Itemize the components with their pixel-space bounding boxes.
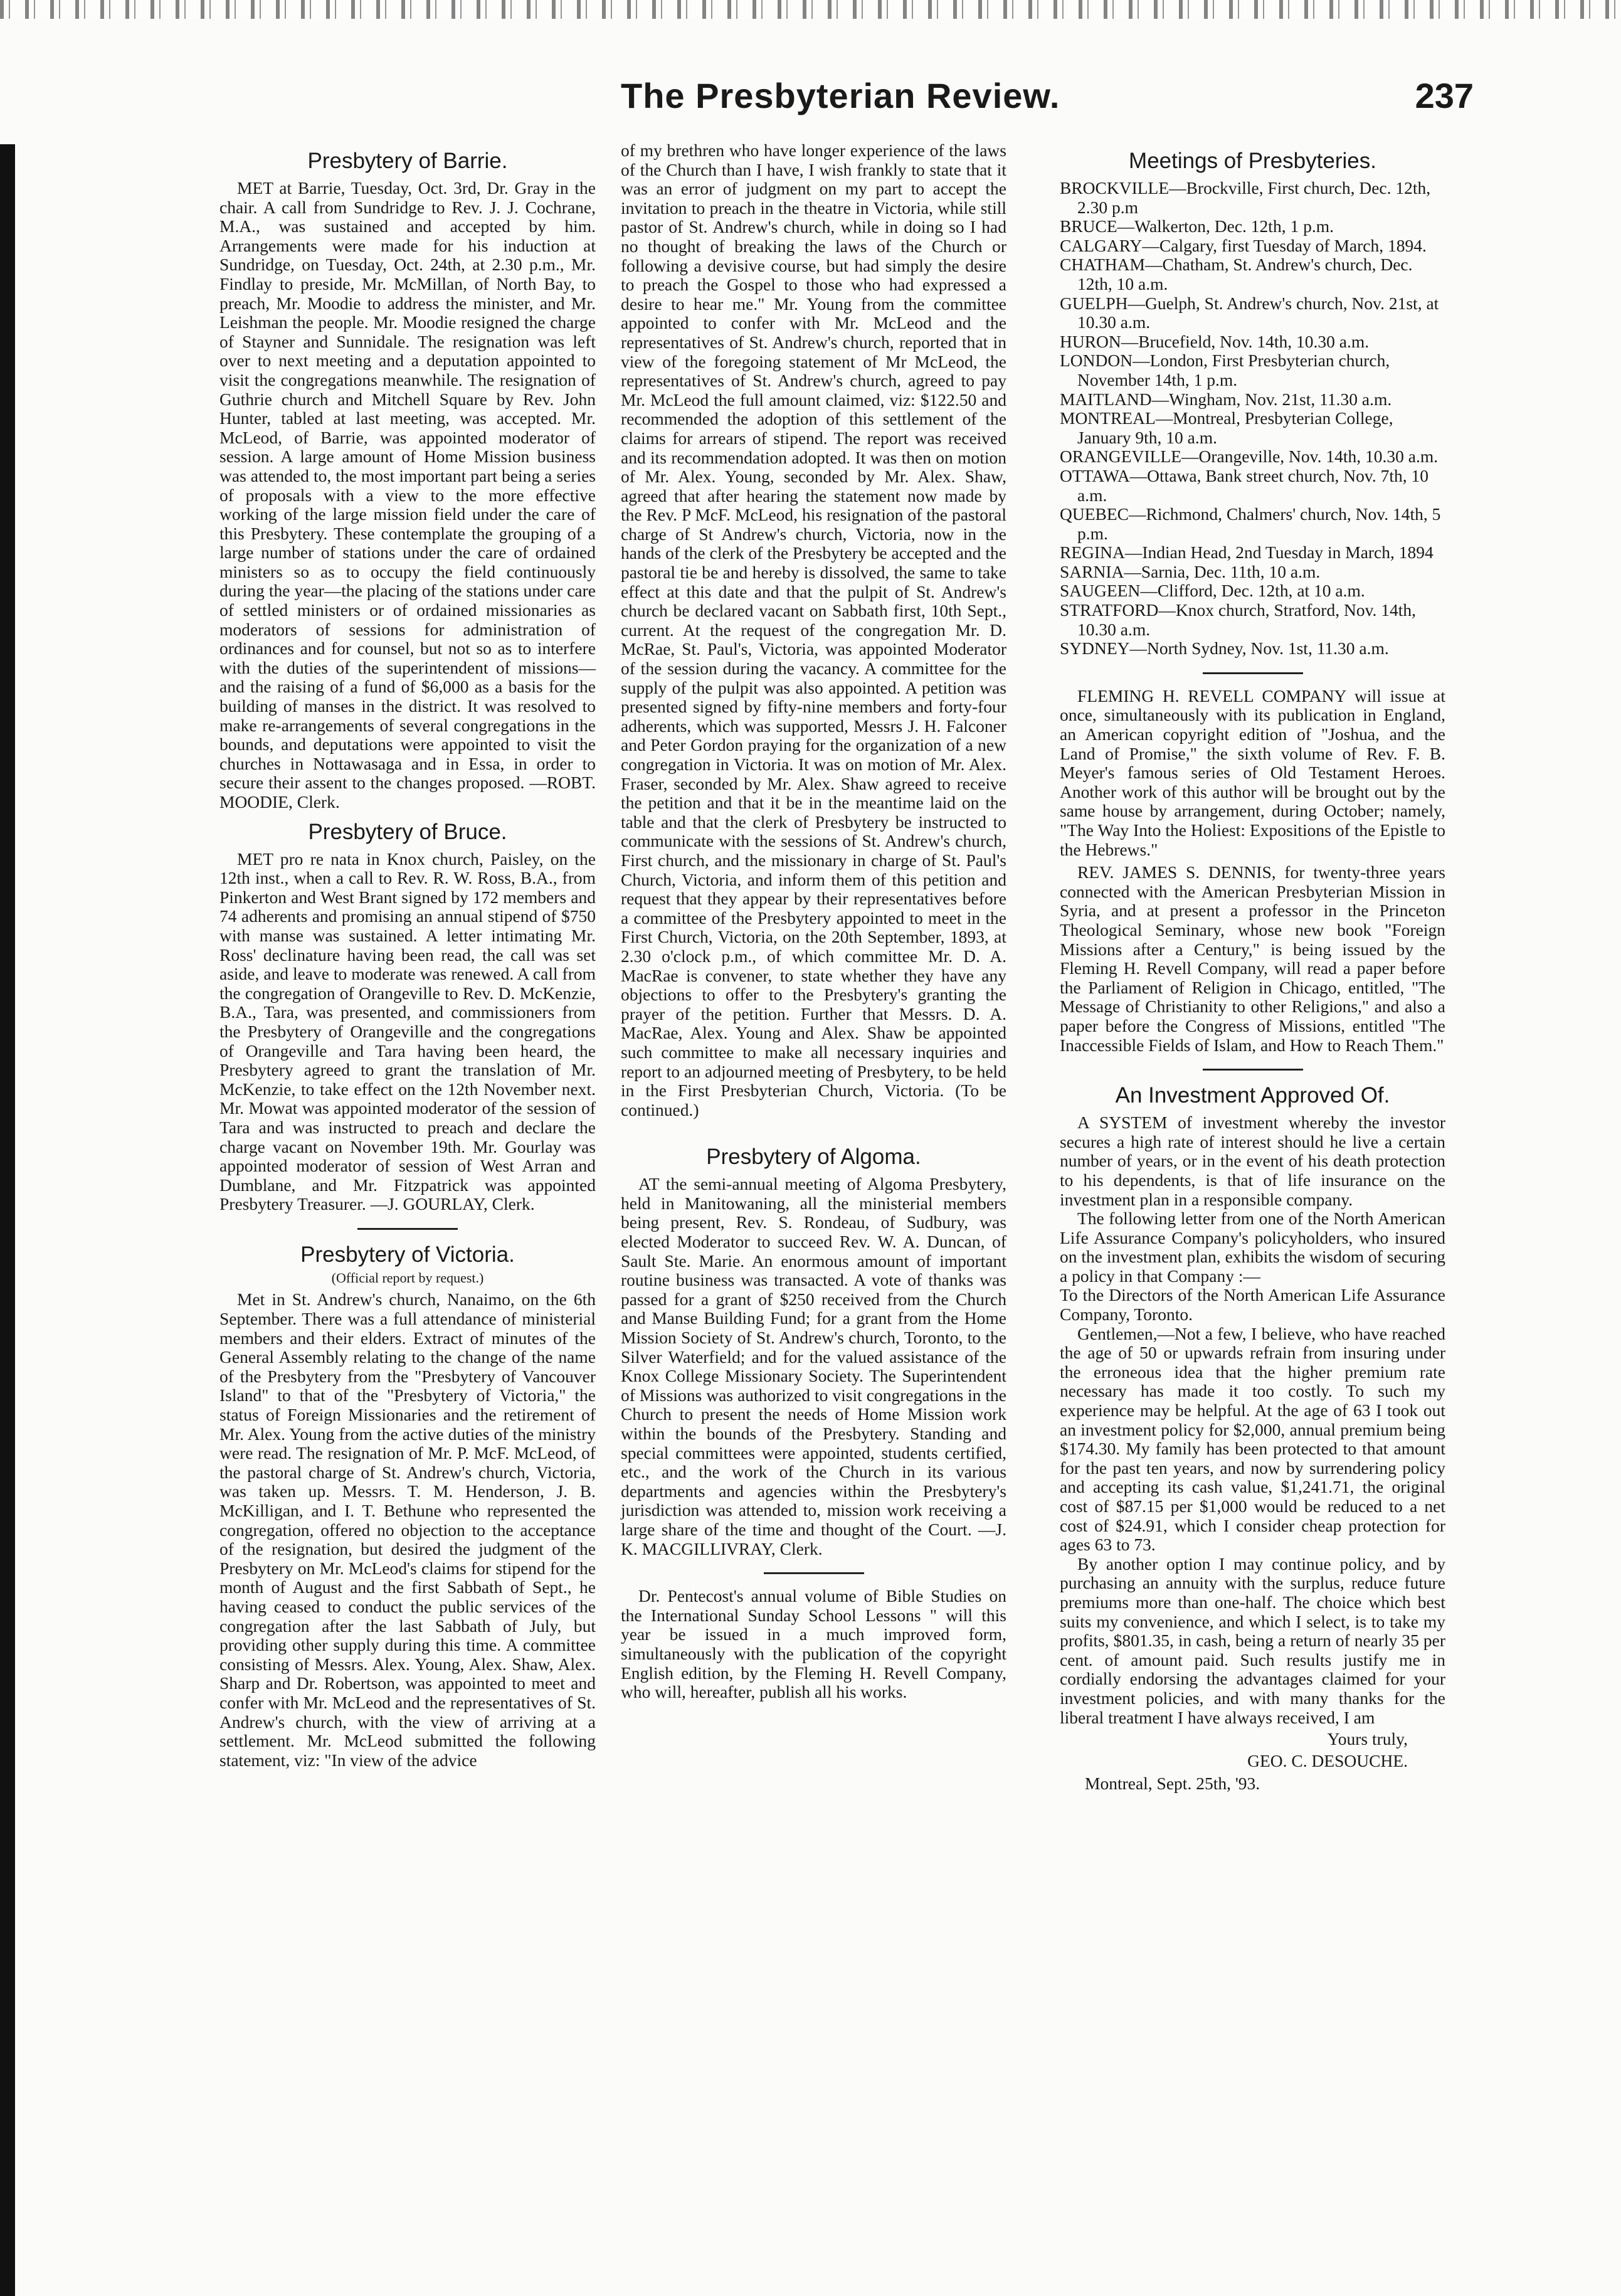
meeting-entry: MONTREAL—Montreal, Presbyterian College, January 9th, 10 a.m. [1060, 408, 1393, 447]
article-victoria-continued: of my brethren who have longer experience of the laws of the Church than I have, I wish frankly to state that it was an error of judgment on my part to accept the invitation to preach in the theatre in Victoria, while still pastor of St. Andrew's church, while in doing so I had no thought of breaking the laws of the Church or following a devisive course, but had simply the desire to preach the Gospel to those who had expressed a desire to hear me." Mr. Young from the committee appointed to confer with Mr. McLeod and the representatives of St. Andrew's church, reported that in view of the foregoing statement of Mr McLeod, the representatives of St. Andrew's church, agreed to pay Mr. McLeod the full amount claimed, viz: $122.50 and recommended the adoption of this settlement of the claims for arrears of stipend. The report was received and its recommendation adopted. It was then on motion of Mr. Alex. Young, seconded by Mr. Alex. Shaw, agreed that after hearing the statement now made by the Rev. P McF. McLeod, his resignation of the pastoral charge of St Andrew's church, Victoria, now in the hands of the clerk of the Presbytery be accepted and the pastoral tie be and hereby is dissolved, the same to take effect at this date and that the pulpit of St. Andrew's church be declared vacant on Sabbath first, 10th Sept., current. At the request of the congregation Mr. D. McRae, St. Paul's, Victoria, was appointed Moderator of the session during the vacancy. A committee for the supply of the pulpit was also appointed. A petition was presented signed by fifty-nine members and forty-four adherents, which was supported, Messrs J. H. Falconer and Peter Gordon praying for the organization of a new congregation in Victoria. It was on motion of Mr. Alex. Fraser, seconded by Mr. Alex. Shaw agreed to receive the petition and that it be in the meantime laid on the table and that the clerk of Presbytery be instructed to communicate with the sessions of St. Andrew's church, First church, and the missionary in charge of St. Paul's Church, Victoria, and inform them of this petition and request that they appear by their representatives before a committee of the Presbytery appointed to meet in the First Church, Victoria, on the 20th September, 1893, at 2.30 o'clock p.m., of which committee Mr. D. A. MacRae is convener, to state whether they have any objections to offer to the Presbytery's granting the prayer of the petition. Further that Messrs. D. A. MacRae, Alex. Young and Alex. Shaw be appointed such committee to make all necessary inquiries and report to an adjourned meeting of Presbytery, to be held in the First Presbyterian Church, Victoria. (To be continued.) [621, 140, 1006, 1119]
heading-algoma: Presbytery of Algoma. [706, 1145, 921, 1170]
page-header [621, 75, 1474, 132]
publication-title: The Presbyterian Review. [621, 76, 1060, 115]
meeting-entry: GUELPH—Guelph, St. Andrew's church, Nov. 21st, at 10.30 a.m. [1060, 293, 1439, 332]
meeting-entry: CHATHAM—Chatham, St. Andrew's church, Dec. 12th, 10 a.m. [1060, 255, 1413, 294]
letter-place-date: Montreal, Sept. 25th, '93. [1085, 1774, 1260, 1794]
column-2 [621, 141, 1006, 1702]
meeting-entry: LONDON—London, First Presbyterian church, November 14th, 1 p.m. [1060, 351, 1390, 389]
article-algoma: AT the semi-annual meeting of Algoma Presbytery, held in Manitowaning, all the ministerial members being present, Rev. S. Rondeau, of Sudbury, was elected Moderator to succeed Rev. W. A. Duncan, of Sault Ste. Marie. An enormous amount of important routine business was transacted. A vote of thanks was passed for a grant of $250 received from the Church and Manse Building Fund; for a grant from the Home Mission Society of St. Andrew's church, Toronto, to the Silver Waterfield; and for the valued assistance of the Knox College Missionary Society. The Superintendent of Missions was authorized to visit congregations in the Church to present the needs of Home Mission work within the bounds of the Presbytery. Standing and special committees were appointed, students certified, etc., and the work of the Church in its various departments and agencies within the Presbytery's jurisdiction was attended to, mission work receiving a large share of the time and thought of the Court. —J. K. MACGILLIVRAY, Clerk. [621, 1174, 1006, 1558]
meeting-entry: SARNIA—Sarnia, Dec. 11th, 10 a.m. [1060, 561, 1321, 581]
notice-revell: FLEMING H. REVELL COMPANY will issue at once, simultaneously with its publication in England, an American copyright edition of "Joshua, and the Land of Promise," the sixth volume of Rev. F. B. Meyer's famous series of Old Testament Heroes. Another work of this author will be brought out by the same house by arrangement, during October; namely, "The Way Into the Holiest: Expositions of the Epistle to the Hebrews." [1060, 685, 1445, 859]
letter-signer: GEO. C. DESOUCHE. [1247, 1750, 1408, 1770]
victoria-subtitle: (Official report by request.) [331, 1269, 484, 1286]
investment-para2: The following letter from one of the North American Life Assurance Company's policyholders, who insured on the investment plan, exhibits the wisdom of securing a policy in that Company :— [1060, 1209, 1445, 1286]
letter-closing: Yours truly, [1327, 1729, 1408, 1749]
letter-address: To the Directors of the North American Life Assurance Company, Toronto. [1060, 1285, 1445, 1325]
heading-bruce: Presbytery of Bruce. [308, 819, 507, 844]
binding-spine [0, 144, 15, 2296]
meeting-entry: SAUGEEN—Clifford, Dec. 12th, at 10 a.m. [1060, 581, 1365, 601]
meeting-entry: BRUCE—Walkerton, Dec. 12th, 1 p.m. [1060, 216, 1334, 236]
meeting-entry: CALGARY—Calgary, first Tuesday of March, 1894. [1060, 235, 1427, 255]
article-victoria: Met in St. Andrew's church, Nanaimo, on the 6th September. There was a full attendance of ministerial members and their elders. Extract of minutes of the General Assembly relating to the change of the name of the Presbytery from the "Presbytery of Vancouver Island" to that of the "Presbytery of Victoria," the status of Foreign Missionaries and the retirement of Mr. Alex. Young from the active duties of the ministry were read. The resignation of Mr. P. McF. McLeod, of the pastoral charge of St. Andrew's church, Victoria, was taken up. Messrs. T. M. Henderson, J. B. McKilligan, and I. T. Bethune who represented the congregation, offered no objection to the acceptance of the resignation, but desired the judgment of the Presbytery on Mr. McLeod's claims for stipend for the month of August and the first Sabbath of Sept., he having ceased to conduct the public services of the congregation after the last Sabbath of July, but providing other supply during this time. A committee consisting of Messrs. Alex. Young, Alex. Shaw, Alex. Sharp and Dr. Robertson, was appointed to meet and confer with Mr. McLeod and the representatives of St. Andrew's church, with the view of arriving at a settlement. Mr. McLeod submitted the following statement, viz: "In view of the advice [219, 1289, 596, 1770]
letter-body-2: By another option I may continue policy, and by purchasing an annuity with the surplus, reduce future premiums more than one-half. The choice which best suits my convenience, and which I select, is to take my profits, $801.35, in cash, being a return of nearly 35 per cent. of amount paid. Such results justify me in cordially endorsing the advantages claimed for your investment policies, and with many thanks for the liberal treatment I have always received, I am [1060, 1553, 1445, 1727]
heading-investment: An Investment Approved Of. [1115, 1083, 1390, 1108]
column-3 [1060, 141, 1445, 1794]
page-number: 237 [1415, 76, 1474, 115]
divider [1203, 1069, 1303, 1071]
meeting-entry: BROCKVILLE—Brockville, First church, Dec. 12th, 2.30 p.m [1060, 178, 1431, 217]
letter-body-1: Gentlemen,—Not a few, I believe, who have reached the age of 50 or upwards refrain from insuring under the erroneous idea that the higher premium rate necessary has made it too costly. To such my experience may be helpful. At the age of 63 I took out an investment policy for $2,000, annual premium being $174.30. My family has been protected to that amount for the past ten years, and now by surrendering policy and accepting its cash value, $1,241.71, the original cost of $87.15 per $1,000 would be reduced to a net cost of $24.91, which I consider cheap protection for ages 63 to 73. [1060, 1323, 1445, 1555]
article-bruce: MET pro re nata in Knox church, Paisley, on the 12th inst., when a call to Rev. R. W. Ross, B.A., from Pinkerton and West Brant signed by 172 members and 74 adherents and promising an annual stipend of $750 with manse was sustained. A letter intimating Mr. Ross' declinature having been read, the call was set aside, and leave to moderate was renewed. A call from the congregation of Orangeville to Rev. D. McKenzie, B.A., Tara, was presented, and commissioners from the Presbytery of Orangeville and the congregations of Orangeville and Tara having been heard, the Presbytery agreed to grant the translation of Mr. McKenzie, to take effect on the 12th November next. Mr. Mowat was appointed moderator of the session of Tara and was instructed to preach and declare the charge vacant on November 19th. Mr. Gourlay was appointed moderator of session of West Arran and Dumblane, and Mr. Fitzpatrick was appointed Presbytery Treasurer. —J. GOURLAY, Clerk. [219, 849, 596, 1214]
notice-pentecost: Dr. Pentecost's annual volume of Bible Studies on the International Sunday School Lessons " will this year be issued in a much improved form, simultaneously with the publication of the copyright English edition, by the Fleming H. Revell Company, who will, hereafter, publish all his works. [621, 1586, 1006, 1702]
meeting-entry: QUEBEC—Richmond, Chalmers' church, Nov. 14th, 5 p.m. [1060, 504, 1441, 543]
column-1 [219, 141, 596, 1770]
notice-dennis: REV. JAMES S. DENNIS, for twenty-three years connected with the American Presbyterian Mission in Syria, and at present a professor in the Princeton Theological Seminary, whose new book "Foreign Missions after a Century," is being issued by the Fleming H. Revell Company, will read a paper before the Parliament of Religion in Chicago, entitled, "The Message of Christianity to other Religions," and also a paper before the Congress of Missions, entitled "The Inaccessible Fields of Islam, and How to Reach Them." [1060, 862, 1445, 1055]
meetings-list [1060, 179, 1445, 659]
divider [1203, 672, 1303, 674]
meeting-entry: REGINA—Indian Head, 2nd Tuesday in March, 1894 [1060, 542, 1434, 563]
heading-meetings: Meetings of Presbyteries. [1129, 149, 1376, 173]
heading-barrie: Presbytery of Barrie. [307, 149, 508, 173]
scan-edge-noise [0, 0, 1621, 19]
meeting-entry: ORANGEVILLE—Orangeville, Nov. 14th, 10.30 a.m. [1060, 447, 1439, 467]
meeting-entry: SYDNEY—North Sydney, Nov. 1st, 11.30 a.m. [1060, 638, 1389, 659]
meeting-entry: STRATFORD—Knox church, Stratford, Nov. 14th, 10.30 a.m. [1060, 600, 1417, 639]
meeting-entry: MAITLAND—Wingham, Nov. 21st, 11.30 a.m. [1060, 389, 1392, 409]
meeting-entry: OTTAWA—Ottawa, Bank street church, Nov. 7th, 10 a.m. [1060, 465, 1428, 505]
divider [764, 1572, 864, 1574]
article-barrie: MET at Barrie, Tuesday, Oct. 3rd, Dr. Gray in the chair. A call from Sundridge to Rev. J. J. Cochrane, M.A., was sustained and accepted by him. Arrangements were made for his induction at Sundridge, on Tuesday, Oct. 24th, at 2.30 p.m., Mr. Findlay to preside, Mr. McMillan, of North Bay, to preach, Mr. Moodie to address the minister, and Mr. Leishman the people. Mr. Moodie resigned the charge of Stayner and Sunnidale. The resignation was left over to next meeting and a deputation appointed to visit the congregations meanwhile. The resignation of Guthrie church and Mitchell Square by Rev. John Hunter, tabled at last meeting, was accepted. Mr. McLeod, of Barrie, was appointed moderator of session. A large amount of Home Mission business was attended to, the most important part being a series of proposals with a view to the more effective working of the large mission field under the care of this Presbytery. These contemplate the grouping of a large number of stations under the care of ordained ministers so as to occupy the field continuously during the year—the placing of the stations under care of settled ministers or of ordained missionaries as moderators of sessions for administration of ordinances and for counsel, but not so as to interfere with the duties of the superintendent of missions—and the raising of a fund of $6,000 as a basis for the building of manses in the district. It was resolved to make re-arrangements of several congregations in the bounds, and deputations were appointed to visit the churches in Nottawasaga and in Essa, in order to secure their assent to the changes proposed. —ROBT. MOODIE, Clerk. [219, 178, 596, 812]
investment-intro: A SYSTEM of investment whereby the investor secures a high rate of interest should he live a certain number of years, or in the event of his death protection to his dependents, is that of life insurance on the investment plan in a responsible company. [1060, 1113, 1445, 1209]
meeting-entry: HURON—Brucefield, Nov. 14th, 10.30 a.m. [1060, 331, 1370, 351]
divider [357, 1228, 458, 1230]
heading-victoria: Presbytery of Victoria. [300, 1242, 515, 1267]
